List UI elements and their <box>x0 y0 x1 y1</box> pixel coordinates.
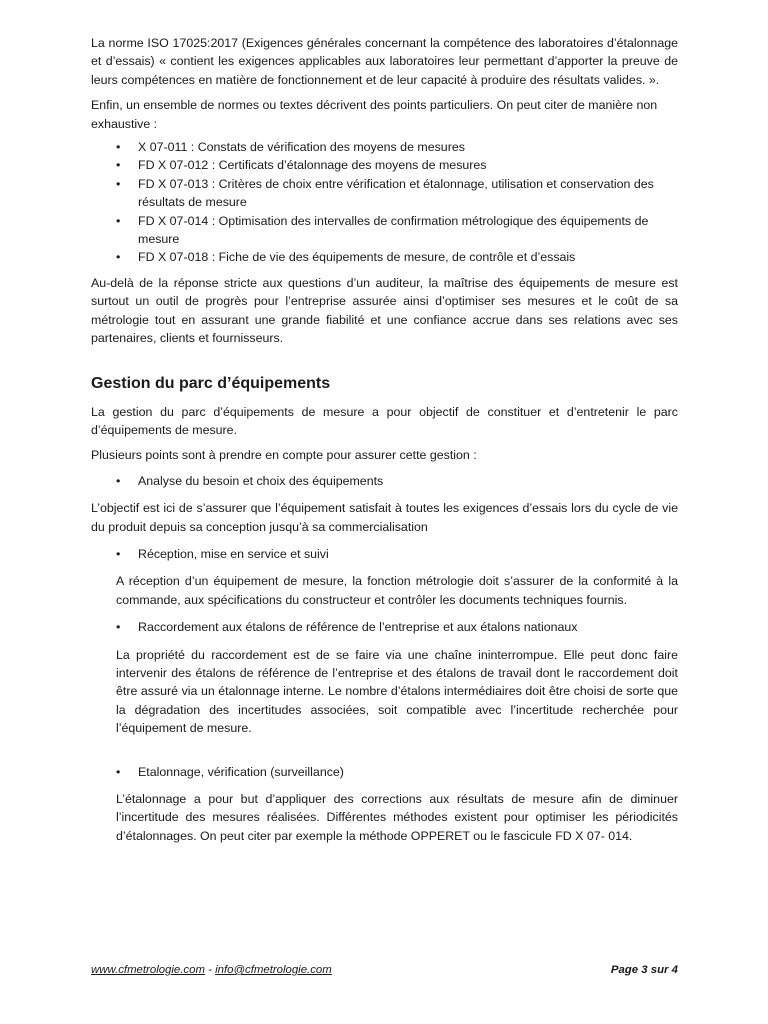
list-item: • FD X 07-014 : Optimisation des intervalles de confirmation métrologique des équipements de mesure <box>116 213 649 247</box>
norms-list <box>91 138 678 267</box>
list-item: • FD X 07-018 : Fiche de vie des équipements de mesure, de contrôle et d’essais <box>116 250 576 265</box>
analysis-text: L’objectif est ici de s’assurer que l’équipement satisfait à toutes les exigences d’essais lors du cycle de vie du produit depuis sa conception jusqu’à sa commercialisation <box>91 501 678 534</box>
intro-paragraph-iso: La norme ISO 17025:2017 (Exigences générales concernant la compétence des laboratoires d’étalonnage et d’essais) « contient les exigences applicables aux laboratoires leur permettant d’apporter la preuve de leurs compétences en matière de fonctionnement et de leur capacité à produire des résultats valides. ». <box>91 36 678 87</box>
section-heading: Gestion du parc d’équipements <box>91 374 331 392</box>
list-item: • X 07-011 : Constats de vérification des moyens de mesures <box>116 140 465 155</box>
footer-links <box>91 964 332 976</box>
bullet-reception: • Réception, mise en service et suivi <box>116 546 329 561</box>
section-paragraph-purpose: La gestion du parc d’équipements de mesure a pour objectif de constituer et d’entretenir le parc d’équipements de mesure. <box>91 404 678 437</box>
list-item: • FD X 07-013 : Critères de choix entre vérification et étalonnage, utilisation et conservation des résultats de mesure <box>116 176 654 210</box>
list-item: • FD X 07-012 : Certificats d’étalonnage des moyens de mesures <box>116 158 487 173</box>
bullet-calibration: • Etalonnage, vérification (surveillance) <box>116 764 344 779</box>
section-paragraph-points: Plusieurs points sont à prendre en compte pour assurer cette gestion : <box>91 448 477 463</box>
traceability-text: La propriété du raccordement est de se faire via une chaîne ininterrompue. Elle peut donc faire intervenir des étalons de référence de l’entreprise et des étalons de travail dont le raccordement doit être assuré via un étalonnage interne. Le nombre d’étalons intermédiaires doit être choisi de sorte que la dégradation des incertitudes associées, soit compatible avec l’incertitude recherchée pour l’équipement de mesure. <box>116 647 678 736</box>
page-number: Page 3 sur 4 <box>610 964 678 976</box>
calibration-text: L’étalonnage a pour but d’appliquer des corrections aux résultats de mesure afin de diminuer l’incertitude des mesures réalisées. Différentes méthodes existent pour optimiser les périodicités d’étalonnages. On peut citer par exemple la méthode OPPERET ou le fascicule FD X 07- 014. <box>116 792 678 843</box>
bullet-traceability: • Raccordement aux étalons de référence de l’entreprise et aux étalons nationaux <box>116 620 578 635</box>
document-page <box>91 34 678 845</box>
website-link[interactable]: www.cfmetrologie.com <box>91 964 205 976</box>
intro-paragraph-progress: Au-delà de la réponse stricte aux questions d’un auditeur, la maîtrise des équipements de mesure est surtout un outil de progrès pour l’entreprise assurée ainsi d’optimiser ses mesures et le coût de sa métrologie tout en assurant une grande fiabilité et une confiance accrue dans ses relations avec ses partenaires, clients et fournisseurs. <box>91 275 678 346</box>
intro-paragraph-norms: Enfin, un ensemble de normes ou textes décrivent des points particuliers. On peut citer de manière non exhaustive : <box>91 98 658 131</box>
reception-text: A réception d’un équipement de mesure, la fonction métrologie doit s’assurer de la conformité à la commande, aux spécifications du constructeur et contrôler les documents techniques fournis. <box>116 574 678 607</box>
footer-separator: - <box>204 964 216 976</box>
email-link[interactable]: info@cfmetrologie.com <box>215 964 332 976</box>
bullet-analysis: • Analyse du besoin et choix des équipements <box>116 473 384 488</box>
